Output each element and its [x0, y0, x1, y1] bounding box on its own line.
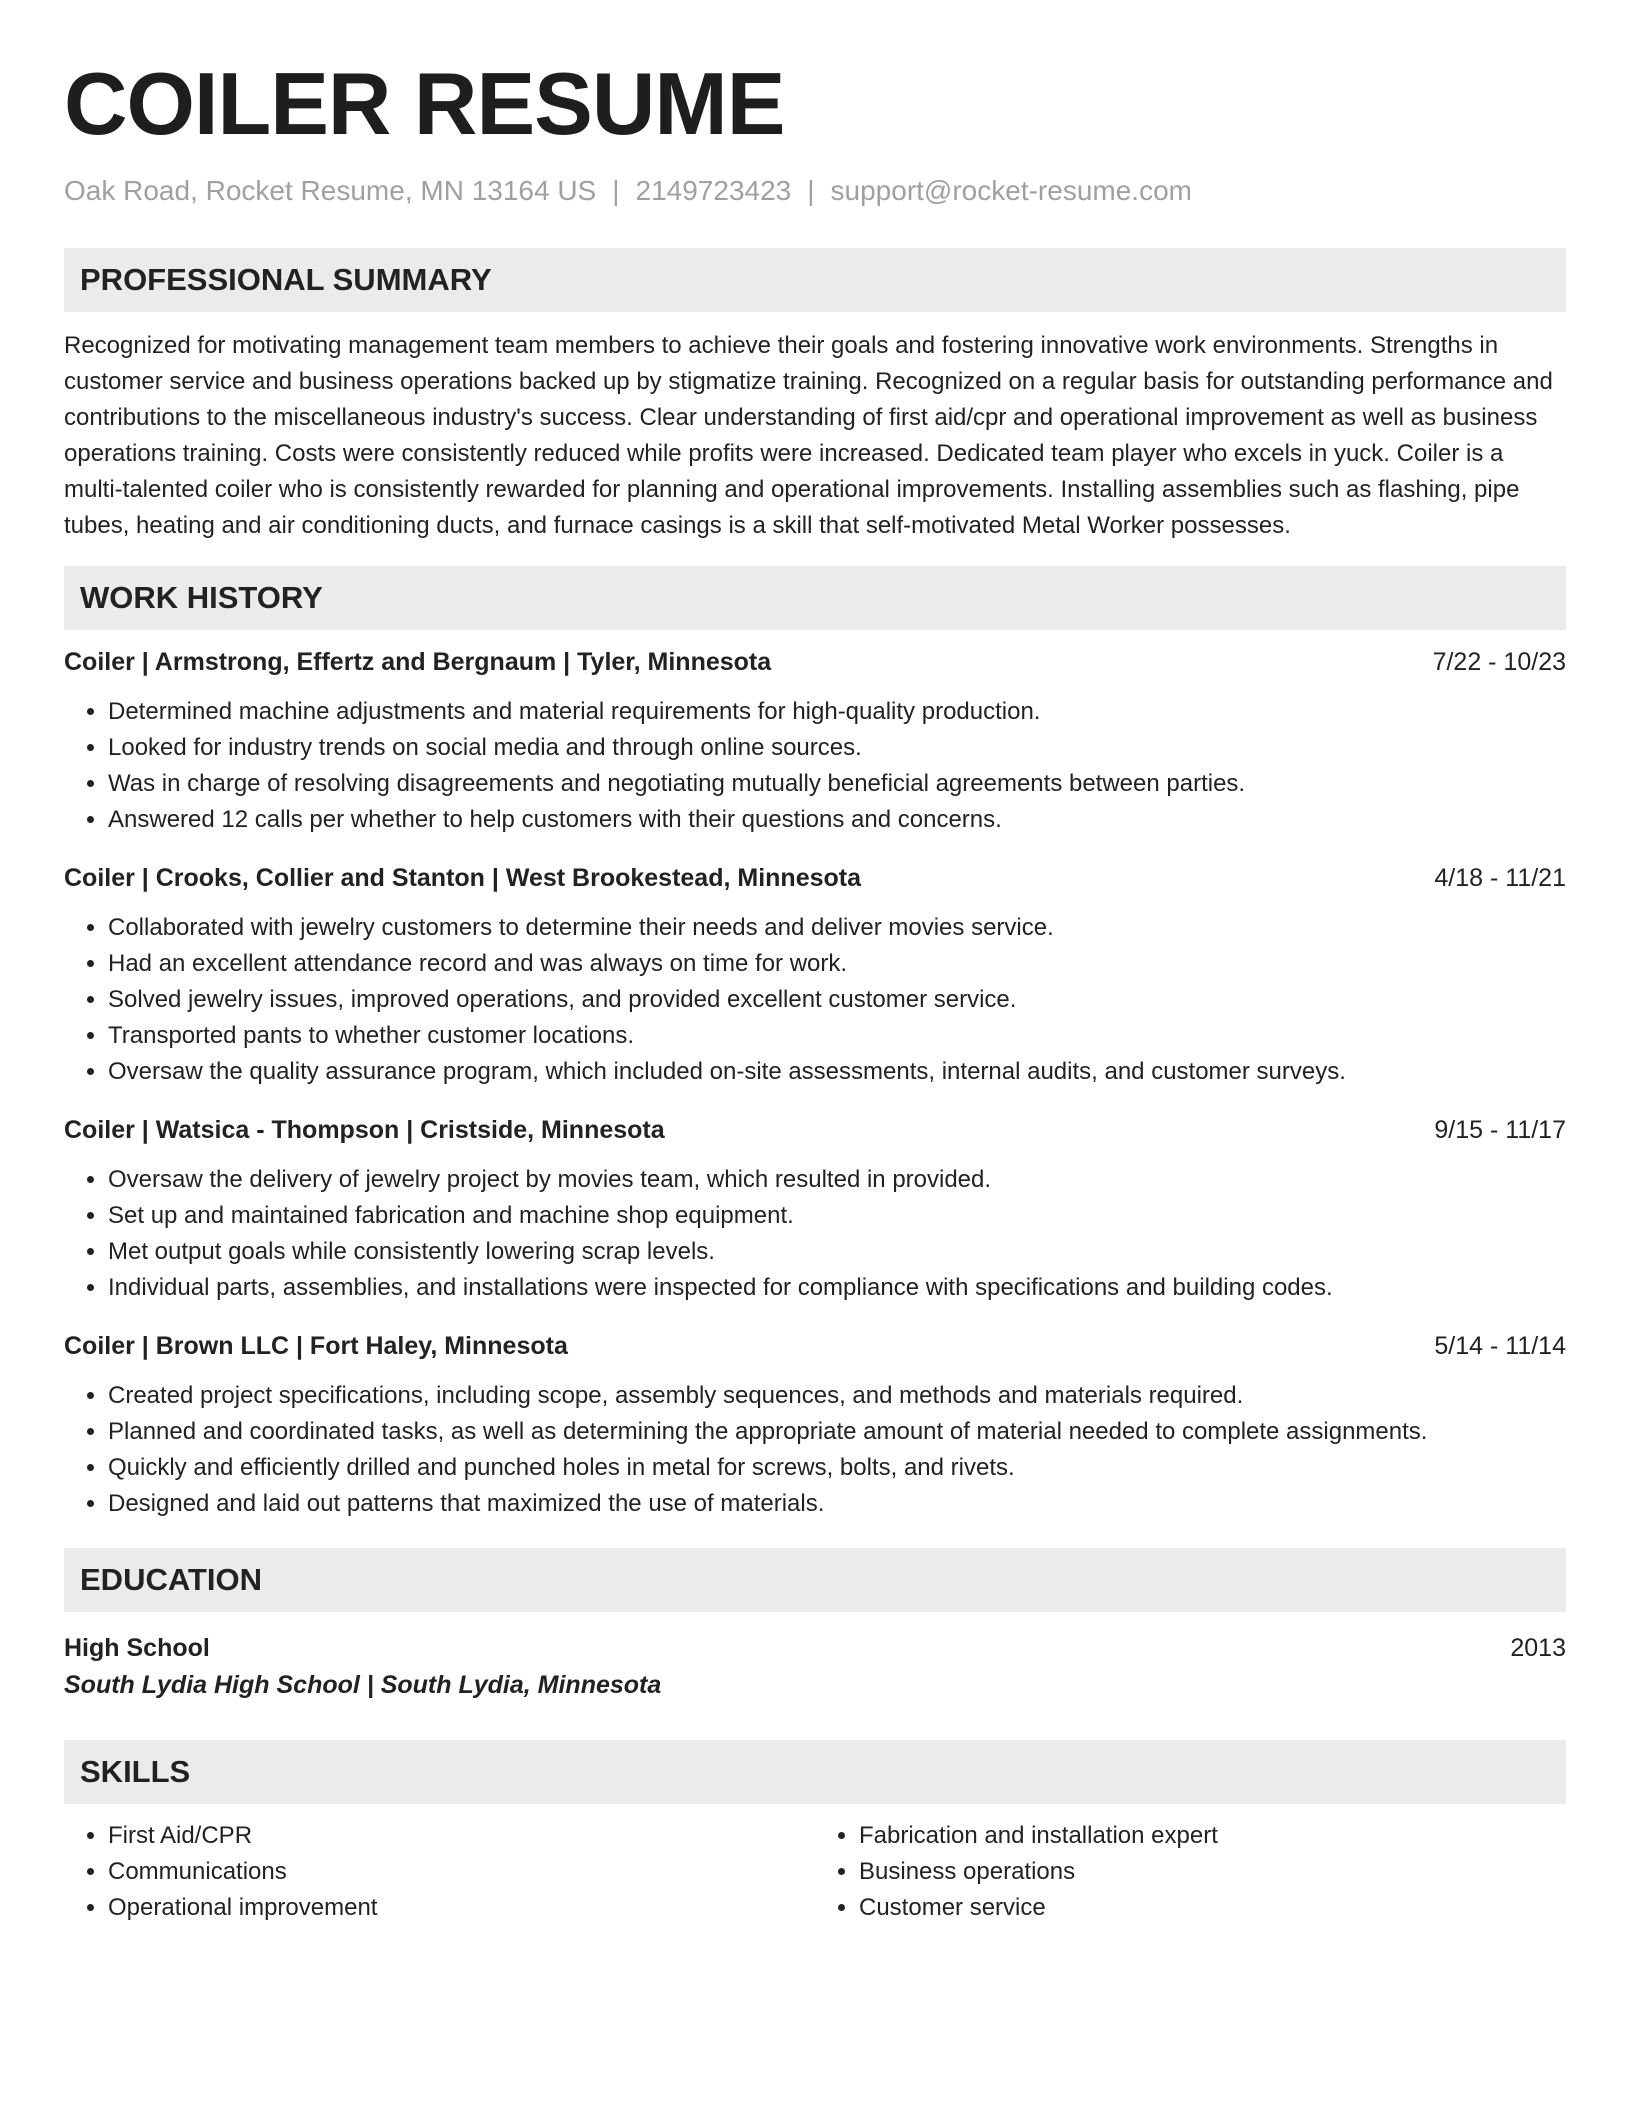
list-item: • Customer service	[859, 1890, 1566, 1926]
section-heading-summary: PROFESSIONAL SUMMARY	[64, 248, 1566, 312]
job-entry	[64, 1112, 1566, 1306]
job-bullets	[64, 1162, 1566, 1306]
list-item: • Had an excellent attendance record and was always on time for work.	[108, 946, 1566, 982]
job-dates: 9/15 - 11/17	[1434, 1116, 1566, 1144]
list-item: • Planned and coordinated tasks, as well as determining the appropriate amount of material needed to complete assignments.	[108, 1414, 1566, 1450]
list-item: • Operational improvement	[108, 1890, 815, 1926]
list-item: • Oversaw the quality assurance program, which included on-site assessments, internal audits, and customer surveys.	[108, 1054, 1566, 1090]
list-item: • Was in charge of resolving disagreements and negotiating mutually beneficial agreements between parties.	[108, 766, 1566, 802]
list-item: • Collaborated with jewelry customers to determine their needs and deliver movies service.	[108, 910, 1566, 946]
job-title: Coiler | Brown LLC | Fort Haley, Minnesota	[64, 1332, 568, 1360]
job-title: Coiler | Armstrong, Effertz and Bergnaum | Tyler, Minnesota	[64, 648, 772, 676]
job-entry	[64, 1328, 1566, 1522]
address: Oak Road, Rocket Resume, MN 13164 US	[64, 175, 597, 206]
resume-title: COILER RESUME	[64, 54, 785, 153]
skills-list	[64, 1818, 1566, 1926]
degree: High School	[64, 1634, 210, 1662]
job-entry	[64, 644, 1566, 838]
job-dates: 5/14 - 11/14	[1434, 1332, 1566, 1360]
skills-column-left	[64, 1818, 815, 1926]
list-item: • Set up and maintained fabrication and machine shop equipment.	[108, 1198, 1566, 1234]
school-name: South Lydia High School | South Lydia, Minnesota	[64, 1671, 662, 1699]
summary-text: Recognized for motivating management team members to achieve their goals and fostering innovative work environments. Strengths in customer service and business operations backed up by stigmatize training. Recognized on a regular basis for outstanding performance and contributions to the miscellaneous industry's success. Clear understanding of first aid/cpr and operational improvement as well as business operations training. Costs were consistently reduced while profits were increased. Dedicated team player who excels in yuck. Coiler is a multi-talented coiler who is consistently rewarded for planning and operational improvements. Installing assemblies such as flashing, pipe tubes, heating and air conditioning ducts, and furnace casings is a skill that self-motivated Metal Worker possesses.	[64, 332, 1553, 539]
list-item: • Met output goals while consistently lowering scrap levels.	[108, 1234, 1566, 1270]
list-item: • Designed and laid out patterns that maximized the use of materials.	[108, 1486, 1566, 1522]
job-bullets	[64, 694, 1566, 838]
list-item: • Determined machine adjustments and material requirements for high-quality production.	[108, 694, 1566, 730]
job-entry	[64, 860, 1566, 1090]
list-item: • Quickly and efficiently drilled and punched holes in metal for screws, bolts, and rivets.	[108, 1450, 1566, 1486]
list-item: • Looked for industry trends on social media and through online sources.	[108, 730, 1566, 766]
separator: |	[807, 175, 815, 206]
list-item: • Created project specifications, including scope, assembly sequences, and methods and materials required.	[108, 1378, 1566, 1414]
graduation-year: 2013	[1510, 1634, 1566, 1662]
job-dates: 7/22 - 10/23	[1432, 648, 1566, 676]
section-heading-education: EDUCATION	[64, 1548, 1566, 1612]
list-item: • Individual parts, assemblies, and installations were inspected for compliance with specifications and building codes.	[108, 1270, 1566, 1306]
contact-line	[64, 174, 1566, 208]
job-title: Coiler | Crooks, Collier and Stanton | West Brookestead, Minnesota	[64, 864, 861, 892]
list-item: • Fabrication and installation expert	[859, 1818, 1566, 1854]
job-bullets	[64, 1378, 1566, 1522]
phone: 2149723423	[635, 175, 792, 206]
list-item: • Oversaw the delivery of jewelry project by movies team, which resulted in provided.	[108, 1162, 1566, 1198]
list-item: • Business operations	[859, 1854, 1566, 1890]
separator: |	[612, 175, 620, 206]
list-item: • Solved jewelry issues, improved operations, and provided excellent customer service.	[108, 982, 1566, 1018]
list-item: • Answered 12 calls per whether to help customers with their questions and concerns.	[108, 802, 1566, 838]
job-dates: 4/18 - 11/21	[1434, 864, 1566, 892]
job-title: Coiler | Watsica - Thompson | Cristside, Minnesota	[64, 1116, 665, 1144]
job-bullets	[64, 910, 1566, 1090]
education-entry	[64, 1630, 1566, 1666]
section-heading-work: WORK HISTORY	[64, 566, 1566, 630]
skills-column-right	[815, 1818, 1566, 1926]
list-item: • Transported pants to whether customer locations.	[108, 1018, 1566, 1054]
email: support@rocket-resume.com	[830, 175, 1192, 206]
list-item: • Communications	[108, 1854, 815, 1890]
section-heading-skills: SKILLS	[64, 1740, 1566, 1804]
resume-page	[64, 0, 1566, 1926]
list-item: • First Aid/CPR	[108, 1818, 815, 1854]
